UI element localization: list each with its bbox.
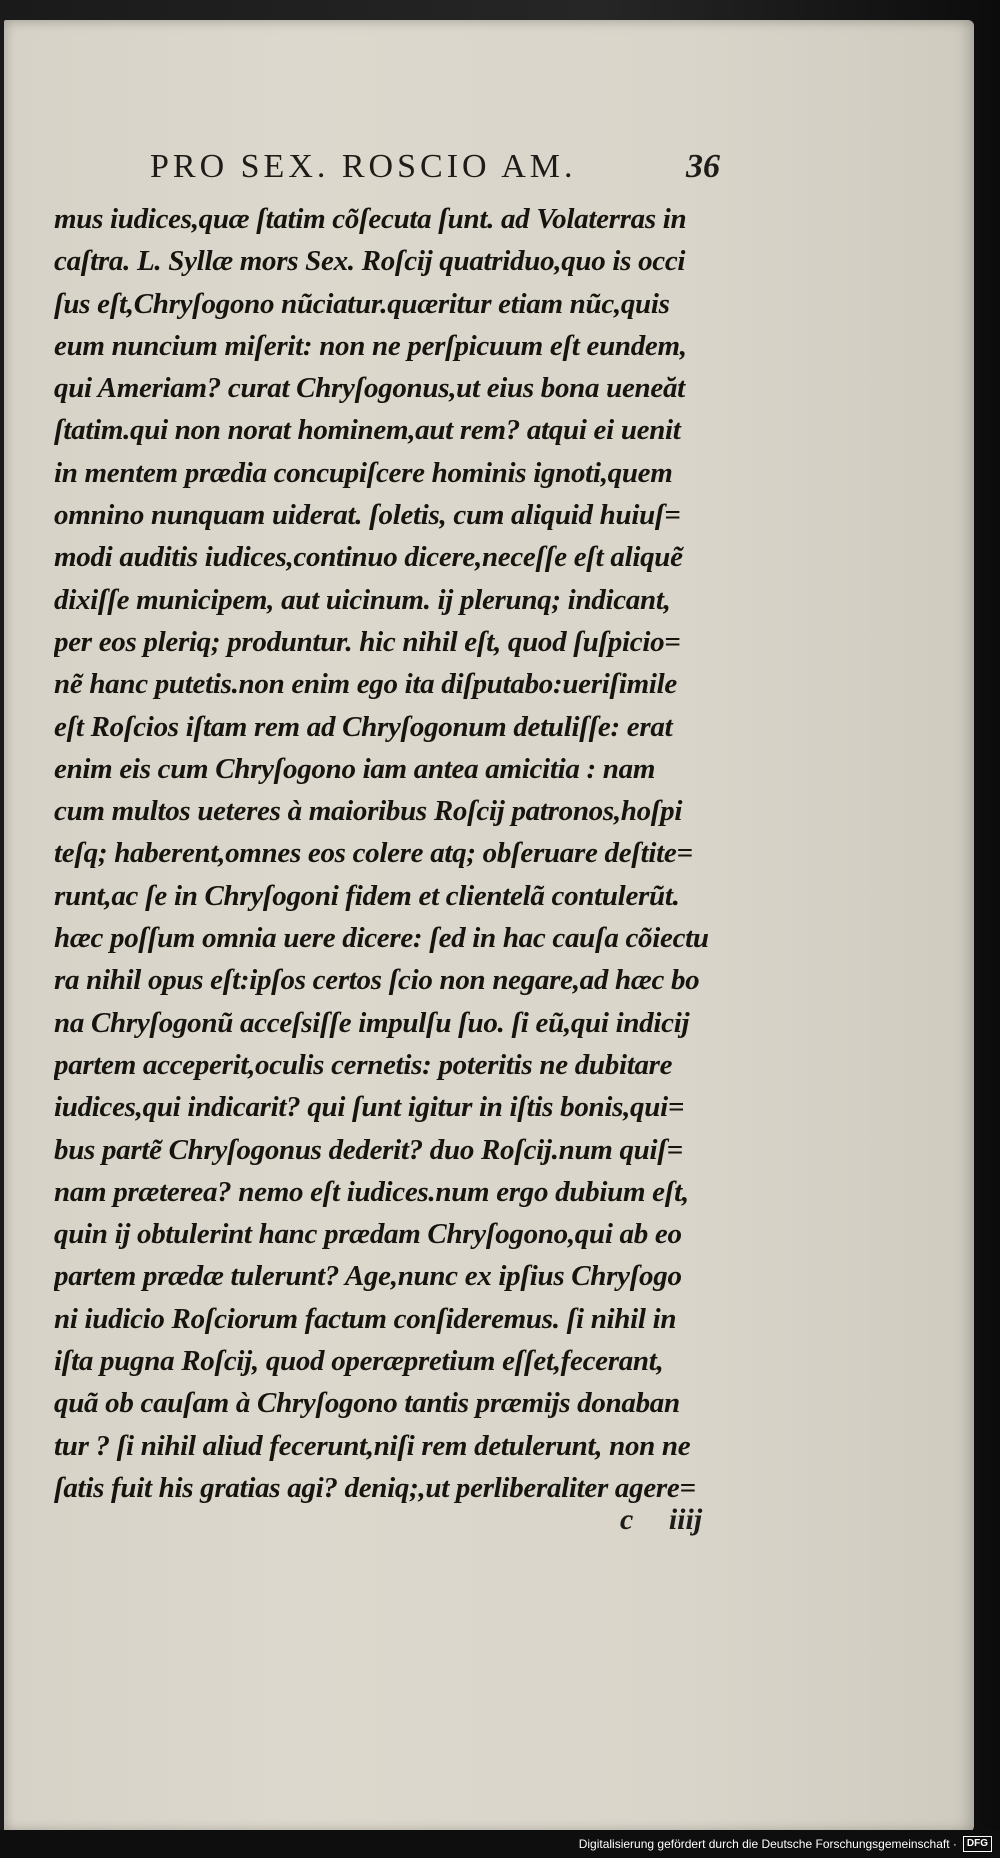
dfg-logo: DFG: [963, 1836, 992, 1852]
text-line: iſta pugna Roſcij, quod operæpretium eſſet,fecerant,: [54, 1345, 664, 1378]
text-line: iudices,qui indicarit? qui ſunt igitur in iſtis bonis,qui=: [54, 1091, 685, 1124]
text-line: modi auditis iudices,continuo dicere,neceſſe eſt aliquẽ: [54, 541, 683, 574]
text-line: cum multos ueteres à maioribus Roſcij patronos,hoſpi: [54, 795, 683, 828]
text-line: in mentem prædia concupiſcere hominis ignoti,quem: [54, 456, 673, 489]
text-line: qui Ameriam? curat Chryſogonus,ut eius bona ueneăt: [54, 372, 685, 405]
text-line: quã ob cauſam à Chryſogono tantis præmijs donaban: [54, 1387, 680, 1420]
text-line: dixiſſe municipem, aut uicinum. ij plerunq; indicant,: [54, 583, 671, 616]
signature-mark: c iiij: [620, 1503, 703, 1536]
text-line: hæc poſſum omnia uere dicere: ſed in hac cauſa cõiectu: [54, 922, 709, 955]
text-line: mus iudices,quæ ſtatim cõſecuta ſunt. ad Volaterras in: [54, 203, 687, 235]
text-line: ra nihil opus eſt:ipſos certos ſcio non negare,ad hæc bo: [54, 964, 700, 997]
text-line: bus partẽ Chryſogonus dederit? duo Roſcij.num quiſ=: [54, 1133, 683, 1166]
text-line: omnino nunquam uiderat. ſoletis, cum aliquid huiuſ=: [54, 499, 681, 532]
text-line: na Chryſogonũ acceſsiſſe impulſu ſuo. ſi eũ,qui indicij: [54, 1006, 690, 1039]
text-line: ſatis fuit his gratias agi? deniq;,ut perliberaliter agere=: [54, 1471, 696, 1504]
text-line: quin ij obtulerint hanc prædam Chryſogono,qui ab eo: [54, 1218, 682, 1251]
text-line: tur ? ſi nihil aliud fecerunt,niſi rem detulerunt, non ne: [54, 1429, 691, 1462]
text-line: eum nuncium miſerit: non ne perſpicuum eſt eundem,: [54, 329, 687, 362]
text-line: partem acceperit,oculis cernetis: poteritis ne dubitare: [54, 1048, 673, 1081]
body-text: [54, 198, 774, 1509]
text-line: caſtra. L. Syllæ mors Sex. Roſcij quatriduo,quo is occi: [54, 245, 686, 278]
text-line: ſtatim.qui non norat hominem,aut rem? atqui ei uenit: [54, 414, 681, 447]
text-line: runt,ac ſe in Chryſogoni fidem et clientelã contulerũt.: [54, 879, 680, 912]
text-line: nẽ hanc putetis.non enim ego ita diſputabo:ueriſimile: [54, 668, 677, 701]
running-head: PRO SEX. ROSCIO AM.: [150, 148, 577, 185]
text-line: ſus eſt,Chryſogono nũciatur.quæritur etiam nũc,quis: [54, 287, 670, 320]
funding-credit: Digitalisierung gefördert durch die Deutsche Forschungsgemeinschaft ·: [578, 1837, 957, 1851]
text-line: nam præterea? nemo eſt iudices.num ergo dubium eſt,: [54, 1175, 689, 1208]
text-line: ni iudicio Roſciorum factum conſideremus. ſi nihil in: [54, 1302, 677, 1335]
text-line: enim eis cum Chryſogono iam antea amicitia : nam: [54, 752, 656, 785]
page-header: [150, 148, 720, 196]
folio-number: 36: [686, 148, 720, 185]
text-line: eſt Roſcios iſtam rem ad Chryſogonum detuliſſe: erat: [54, 710, 673, 743]
text-line: teſq; haberent,omnes eos colere atq; obſeruare deſtite=: [54, 837, 693, 870]
digitization-footer: [0, 1830, 1000, 1858]
text-line: partem prædæ tulerunt? Age,nunc ex ipſius Chryſogo: [54, 1260, 682, 1293]
text-line: per eos pleriq; produntur. hic nihil eſt, quod ſuſpicio=: [54, 625, 681, 658]
